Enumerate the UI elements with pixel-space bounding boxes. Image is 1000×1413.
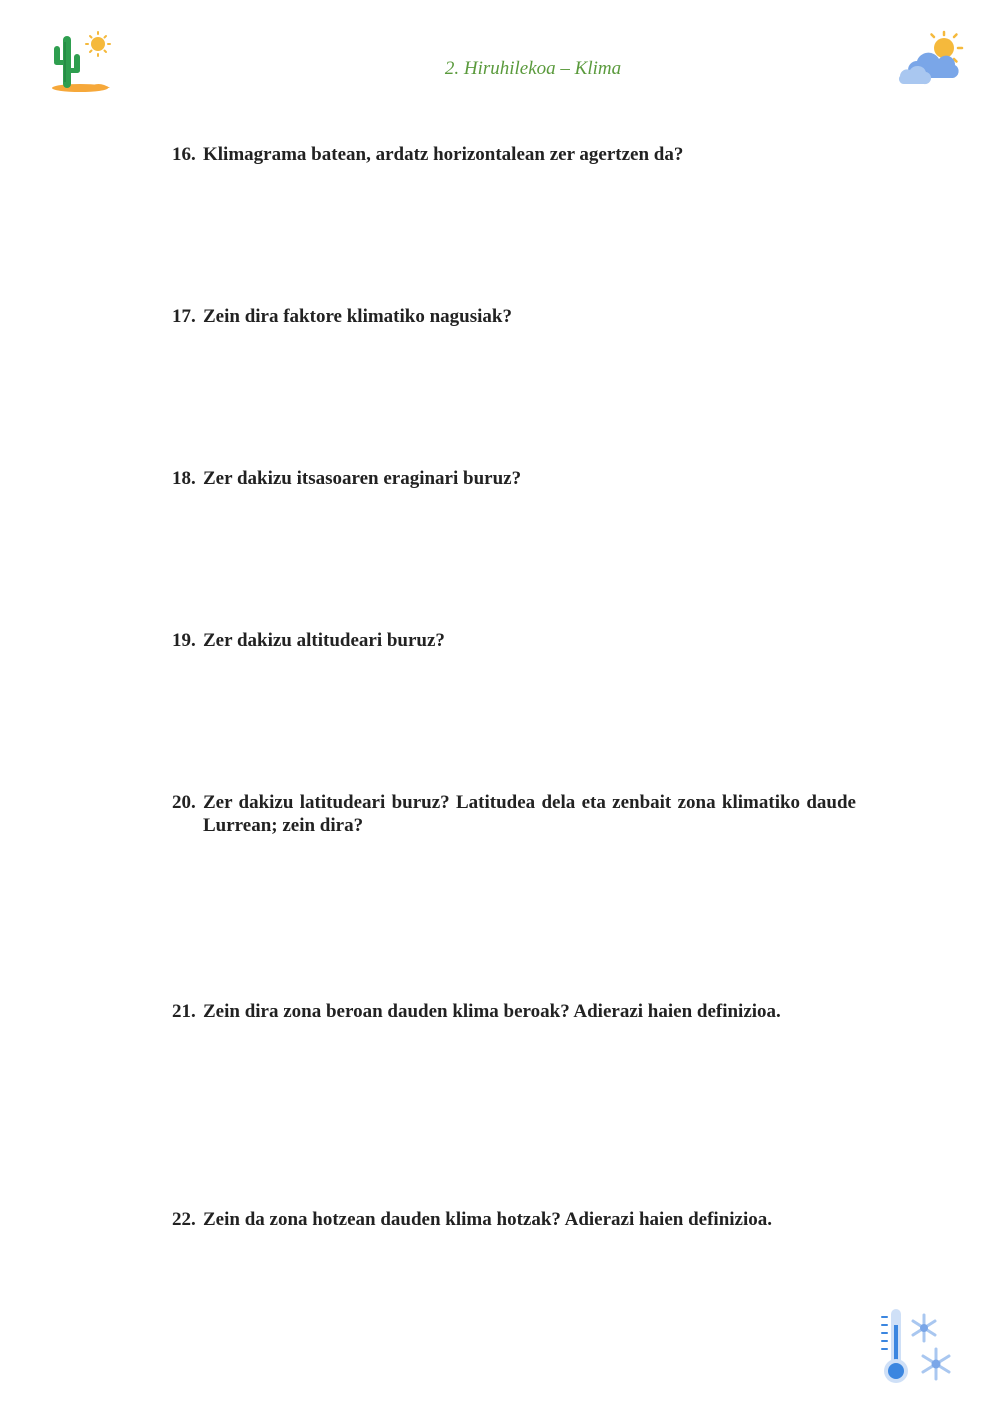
question-text: Zein dira faktore klimatiko nagusiak?	[203, 306, 512, 327]
question-number: 16.	[172, 144, 196, 165]
question-16	[172, 143, 856, 166]
question-text: Klimagrama batean, ardatz horizontalean zer agertzen da?	[203, 144, 684, 165]
question-text: Zer dakizu altitudeari buruz?	[203, 630, 445, 651]
question-18	[172, 467, 856, 490]
sun-cloud-icon	[898, 30, 968, 88]
question-text: Zein da zona hotzean dauden klima hotzak? Adierazi haien definizioa.	[203, 1209, 772, 1230]
thermometer-snowflake-icon	[878, 1305, 960, 1387]
question-22	[172, 1208, 856, 1231]
question-number: 17.	[172, 306, 196, 327]
question-number: 22.	[172, 1209, 196, 1230]
question-text: Zer dakizu itsasoaren eraginari buruz?	[203, 468, 522, 489]
question-number: 19.	[172, 630, 196, 651]
question-20	[172, 791, 856, 837]
question-17	[172, 305, 856, 328]
question-19	[172, 629, 856, 652]
question-number: 21.	[172, 1001, 196, 1022]
question-number: 20.	[172, 792, 196, 813]
question-number: 18.	[172, 468, 196, 489]
question-text: Zer dakizu latitudeari buruz? Latitudea dela eta zenbait zona klimatiko daude Lurrean; zein dira?	[203, 792, 856, 836]
page-header-title: 2. Hiruhilekoa – Klima	[444, 58, 622, 79]
question-21	[172, 1000, 856, 1023]
question-text: Zein dira zona beroan dauden klima beroak? Adierazi haien definizioa.	[203, 1001, 781, 1022]
